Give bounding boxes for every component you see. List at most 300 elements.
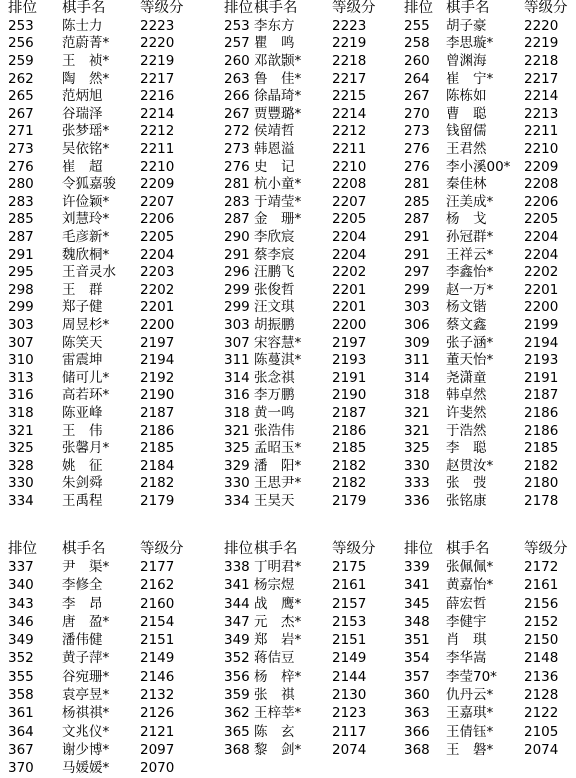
score-cell: 2212 [332,123,367,140]
rank-cell: 361 [8,705,34,722]
rank-cell: 352 [224,650,250,667]
table-row [0,457,576,475]
header-rank: 排位 [8,540,37,557]
rank-cell: 303 [404,299,430,316]
score-cell: 2187 [140,404,175,421]
name-cell: 吴依铭* [62,141,110,158]
score-cell: 2151 [332,632,367,649]
score-cell: 2153 [332,613,367,630]
name-cell: 周昱杉* [62,316,110,333]
rank-cell: 325 [404,440,430,457]
rank-cell: 370 [8,760,34,777]
score-cell: 2126 [140,705,175,722]
rank-cell: 270 [404,105,430,122]
name-cell: 于浩然 [446,422,487,439]
rank-cell: 368 [404,741,430,758]
name-cell: 李 聪 [446,440,487,457]
score-cell: 2223 [332,17,367,34]
score-cell: 2186 [524,422,559,439]
name-cell: 陈亚峰 [62,404,103,421]
rank-cell: 318 [224,404,250,421]
score-cell: 2202 [140,281,175,298]
name-cell: 黄一鸣 [254,404,295,421]
score-cell: 2162 [140,577,175,594]
score-cell: 2193 [524,352,559,369]
rank-cell: 291 [404,246,430,263]
name-cell: 蒋佶豆 [254,650,295,667]
name-cell: 黄子萍* [62,650,110,667]
name-cell: 陈 玄 [254,723,295,740]
table-row [0,613,576,631]
score-cell: 2149 [140,650,175,667]
table-row [0,282,576,300]
rank-cell: 349 [8,632,34,649]
name-cell: 孙冠群* [446,229,494,246]
score-cell: 2211 [524,123,559,140]
name-cell: 曹 聪 [446,105,487,122]
table-row [0,211,576,229]
rank-cell: 299 [404,281,430,298]
name-cell: 许俭颖* [62,193,110,210]
score-cell: 2212 [140,123,175,140]
score-cell: 2179 [140,492,175,509]
score-cell: 2214 [524,88,559,105]
score-cell: 2213 [524,105,559,122]
rank-cell: 311 [404,352,430,369]
table-row [0,246,576,264]
score-cell: 2121 [140,723,175,740]
rank-cell: 367 [8,741,34,758]
table-row [0,18,576,36]
ranking-table-bottom [0,540,576,778]
name-cell: 黄嘉怡* [446,577,494,594]
name-cell: 李欣宸 [254,229,295,246]
table-row [0,53,576,71]
header-rank: 排位 [224,0,253,17]
rank-cell: 276 [404,158,430,175]
name-cell: 王 祯* [62,53,110,70]
name-cell: 雷震坤 [62,352,103,369]
name-cell: 储可儿* [62,369,110,386]
rank-cell: 354 [404,650,430,667]
score-cell: 2204 [524,229,559,246]
score-cell: 2154 [140,613,175,630]
score-cell: 2182 [524,457,559,474]
rank-cell: 291 [224,246,250,263]
name-cell: 汪美成* [446,193,494,210]
name-cell: 薛宏哲 [446,595,487,612]
rank-cell: 272 [224,123,250,140]
table-row [0,299,576,317]
score-cell: 2218 [332,53,367,70]
rank-cell: 347 [224,613,250,630]
rank-cell: 359 [224,687,250,704]
rank-cell: 328 [8,457,34,474]
name-cell: 瞿 鸣 [254,35,295,52]
rank-cell: 273 [224,141,250,158]
rank-cell: 273 [8,141,34,158]
name-cell: 李小溪00* [446,158,511,175]
name-cell: 张铭康 [446,492,487,509]
rank-cell: 299 [224,281,250,298]
rank-cell: 330 [224,475,250,492]
rank-cell: 299 [8,299,34,316]
rank-cell: 338 [224,558,250,575]
score-cell: 2206 [140,211,175,228]
name-cell: 王倩钰* [446,723,494,740]
name-cell: 陈蔓淇* [254,352,302,369]
score-cell: 2130 [332,687,367,704]
rank-cell: 318 [404,387,430,404]
name-cell: 谷宛珊* [62,668,110,685]
name-cell: 金 珊* [254,211,302,228]
rank-cell: 346 [8,613,34,630]
rank-cell: 310 [8,352,34,369]
score-cell: 2156 [524,595,559,612]
score-cell: 2210 [332,158,367,175]
name-cell: 毛彦新* [62,229,110,246]
name-cell: 刘慧玲* [62,211,110,228]
rank-cell: 260 [224,53,250,70]
name-cell: 贾豐璐* [254,105,302,122]
score-cell: 2217 [524,70,559,87]
score-cell: 2182 [332,457,367,474]
score-cell: 2220 [524,17,559,34]
table-row [0,317,576,335]
name-cell: 李鑫怡* [446,264,494,281]
header-rank: 排位 [8,0,37,17]
name-cell: 李修全 [62,577,103,594]
name-cell: 张 祺 [254,687,295,704]
name-cell: 谢少博* [62,741,110,758]
rank-cell: 321 [8,422,34,439]
rank-cell: 276 [404,141,430,158]
score-cell: 2209 [524,158,559,175]
score-cell: 2219 [332,35,367,52]
name-cell: 胡振鹏 [254,316,295,333]
header-score: 等级分 [524,540,568,557]
score-cell: 2150 [524,632,559,649]
header-rank: 排位 [224,540,253,557]
name-cell: 蔡文鑫 [446,316,487,333]
rank-cell: 291 [404,229,430,246]
rank-cell: 314 [224,369,250,386]
rank-cell: 325 [224,440,250,457]
name-cell: 王 伟 [62,422,103,439]
score-cell: 2223 [140,17,175,34]
rank-cell: 276 [8,158,34,175]
name-cell: 韩卓然 [446,387,487,404]
name-cell: 杨 戈 [446,211,487,228]
score-cell: 2186 [524,404,559,421]
table-row [0,387,576,405]
score-cell: 2201 [332,299,367,316]
name-cell: 尧潇童 [446,369,487,386]
rank-cell: 291 [8,246,34,263]
name-cell: 汪鹏飞 [254,264,295,281]
score-cell: 2194 [524,334,559,351]
rank-cell: 318 [8,404,34,421]
score-cell: 2201 [332,281,367,298]
score-cell: 2178 [524,492,559,509]
rank-cell: 303 [8,316,34,333]
rank-cell: 266 [224,88,250,105]
table-row [0,475,576,493]
score-cell: 2208 [332,176,367,193]
score-cell: 2204 [140,246,175,263]
score-cell [324,760,396,778]
name-cell: 王禹程 [62,492,103,509]
score-cell: 2097 [140,741,175,758]
score-cell: 2219 [140,53,175,70]
name-cell: 李东方 [254,17,295,34]
rank-cell: 314 [404,369,430,386]
header-score: 等级分 [332,0,376,17]
score-cell: 2182 [332,475,367,492]
name-cell: 郑子健 [62,299,103,316]
score-cell: 2207 [140,193,175,210]
score-cell: 2201 [524,281,559,298]
rank-cell: 264 [404,70,430,87]
score-cell: 2186 [332,422,367,439]
score-cell: 2105 [524,723,559,740]
score-cell: 2191 [524,369,559,386]
header-name: 棋手名 [446,540,490,557]
name-cell: 战 鹰* [254,595,302,612]
score-cell: 2193 [332,352,367,369]
table-row [0,705,576,723]
rank-cell: 307 [8,334,34,351]
rank-cell: 333 [404,475,430,492]
score-cell: 2210 [140,158,175,175]
name-cell: 张念祺 [254,369,295,386]
score-cell: 2202 [524,264,559,281]
table-row [0,35,576,53]
score-cell: 2187 [524,387,559,404]
name-cell: 赵一万* [446,281,494,298]
name-cell [444,760,516,778]
rank-cell: 343 [8,595,34,612]
rank-cell: 283 [224,193,250,210]
rank-cell: 334 [224,492,250,509]
score-cell: 2146 [140,668,175,685]
name-cell: 李莹70* [446,668,497,685]
rank-cell: 267 [404,88,430,105]
score-cell: 2144 [332,668,367,685]
rank-cell: 360 [404,687,430,704]
table-row [0,264,576,282]
name-cell: 许斐然 [446,404,487,421]
score-cell: 2211 [332,141,367,158]
rank-cell: 285 [8,211,34,228]
rank-cell: 290 [224,229,250,246]
score-cell: 2203 [140,264,175,281]
score-cell: 2074 [524,741,559,758]
score-cell: 2184 [140,457,175,474]
name-cell: 袁亭昱* [62,687,110,704]
name-cell: 王梓莘* [254,705,302,722]
rank-cell: 287 [224,211,250,228]
name-cell: 李思璇* [446,35,494,52]
name-cell: 钱留儒 [446,123,487,140]
rank-cell: 349 [224,632,250,649]
score-cell: 2180 [524,475,559,492]
table-row [0,405,576,423]
score-cell: 2204 [332,229,367,246]
rank-cell: 259 [8,53,34,70]
score-cell: 2216 [140,88,175,105]
score-cell: 2192 [140,369,175,386]
header-row [0,0,576,18]
rank-cell: 296 [224,264,250,281]
table-row [0,577,576,595]
rank-cell: 336 [404,492,430,509]
score-cell: 2177 [140,558,175,575]
rank-cell: 285 [404,193,430,210]
name-cell: 王思尹* [254,475,302,492]
rank-cell: 253 [8,17,34,34]
table-row [0,141,576,159]
rank-cell: 334 [8,492,34,509]
rank-cell: 366 [404,723,430,740]
score-cell: 2220 [140,35,175,52]
table-row [0,595,576,613]
score-cell: 2160 [140,595,175,612]
name-cell: 文兆仪* [62,723,110,740]
table-row [0,229,576,247]
rank-cell: 316 [8,387,34,404]
name-cell: 姚 征 [62,457,103,474]
table-row [0,741,576,759]
name-cell: 朱剑舜 [62,475,103,492]
score-cell: 2208 [524,176,559,193]
score-cell: 2204 [332,246,367,263]
name-cell: 蔡李宸 [254,246,295,263]
score-cell: 2151 [140,632,175,649]
name-cell [252,760,324,778]
rank-cell: 358 [8,687,34,704]
rank-cell: 321 [404,404,430,421]
rank-cell: 280 [8,176,34,193]
table-row [0,334,576,352]
score-cell: 2215 [332,88,367,105]
name-cell: 丁明君* [254,558,302,575]
score-cell: 2122 [524,705,559,722]
score-cell: 2172 [524,558,559,575]
rank-cell: 364 [8,723,34,740]
score-cell: 2149 [332,650,367,667]
rank-cell [396,760,444,778]
rank-cell: 351 [404,632,430,649]
rank-cell: 362 [224,705,250,722]
rank-cell: 344 [224,595,250,612]
rank-cell: 281 [404,176,430,193]
score-cell: 2186 [140,422,175,439]
header-name: 棋手名 [62,0,106,17]
score-cell: 2200 [332,316,367,333]
name-cell: 郑 岩* [254,632,302,649]
table-row [0,158,576,176]
name-cell: 高若环* [62,387,110,404]
table-row [0,369,576,387]
rank-cell: 276 [224,158,250,175]
name-cell: 崔 超 [62,158,103,175]
rank-cell: 303 [224,316,250,333]
table-row [0,88,576,106]
score-cell: 2191 [332,369,367,386]
name-cell: 董天怡* [446,352,494,369]
header-name: 棋手名 [254,0,298,17]
rank-cell: 287 [404,211,430,228]
rank-cell: 337 [8,558,34,575]
score-cell: 2074 [332,741,367,758]
score-cell: 2194 [140,352,175,369]
score-cell: 2204 [524,246,559,263]
score-cell: 2161 [524,577,559,594]
name-cell: 王昊天 [254,492,295,509]
table-row [0,650,576,668]
name-cell: 杨祺祺* [62,705,110,722]
rank-cell: 356 [224,668,250,685]
name-cell: 马媛媛* [62,760,110,777]
name-cell: 陈栋如 [446,88,487,105]
name-cell: 胡子豪 [446,17,487,34]
score-cell: 2128 [524,687,559,704]
name-cell: 韩恩溢 [254,141,295,158]
rank-cell: 295 [8,264,34,281]
table-row [0,760,576,778]
name-cell: 秦佳林 [446,176,487,193]
rank-cell: 298 [8,281,34,298]
name-cell: 王嘉琪* [446,705,494,722]
name-cell: 侯靖哲 [254,123,295,140]
header-name: 棋手名 [254,540,298,557]
rank-cell: 321 [404,422,430,439]
rank-cell: 330 [8,475,34,492]
score-cell: 2185 [332,440,367,457]
name-cell: 杨文锴 [446,299,487,316]
rank-cell: 363 [404,705,430,722]
rank-cell: 273 [404,123,430,140]
name-cell: 张佩佩* [446,558,494,575]
name-cell: 陈笑天 [62,334,103,351]
name-cell: 魏欣桐* [62,246,110,263]
name-cell: 鲁 佳* [254,70,302,87]
score-cell: 2209 [140,176,175,193]
name-cell: 汪文琪 [254,299,295,316]
name-cell: 陈士力 [62,17,103,34]
score-cell: 2161 [332,577,367,594]
rank-cell: 267 [224,105,250,122]
name-cell: 唐 盈* [62,613,110,630]
score-cell: 2179 [332,492,367,509]
table-row [0,106,576,124]
rank-cell: 255 [404,17,430,34]
name-cell: 元 杰* [254,613,302,630]
name-cell: 张浩伟 [254,422,295,439]
name-cell: 仇丹云* [446,687,494,704]
rank-cell: 262 [8,70,34,87]
name-cell: 张俊哲 [254,281,295,298]
name-cell: 杭小童* [254,176,302,193]
rank-cell: 271 [8,123,34,140]
score-cell: 2182 [140,475,175,492]
score-cell: 2136 [524,668,559,685]
name-cell: 李万鹏 [254,387,295,404]
score-cell: 2152 [524,613,559,630]
name-cell: 谷瑞泽 [62,105,103,122]
name-cell: 张子涵* [446,334,494,351]
